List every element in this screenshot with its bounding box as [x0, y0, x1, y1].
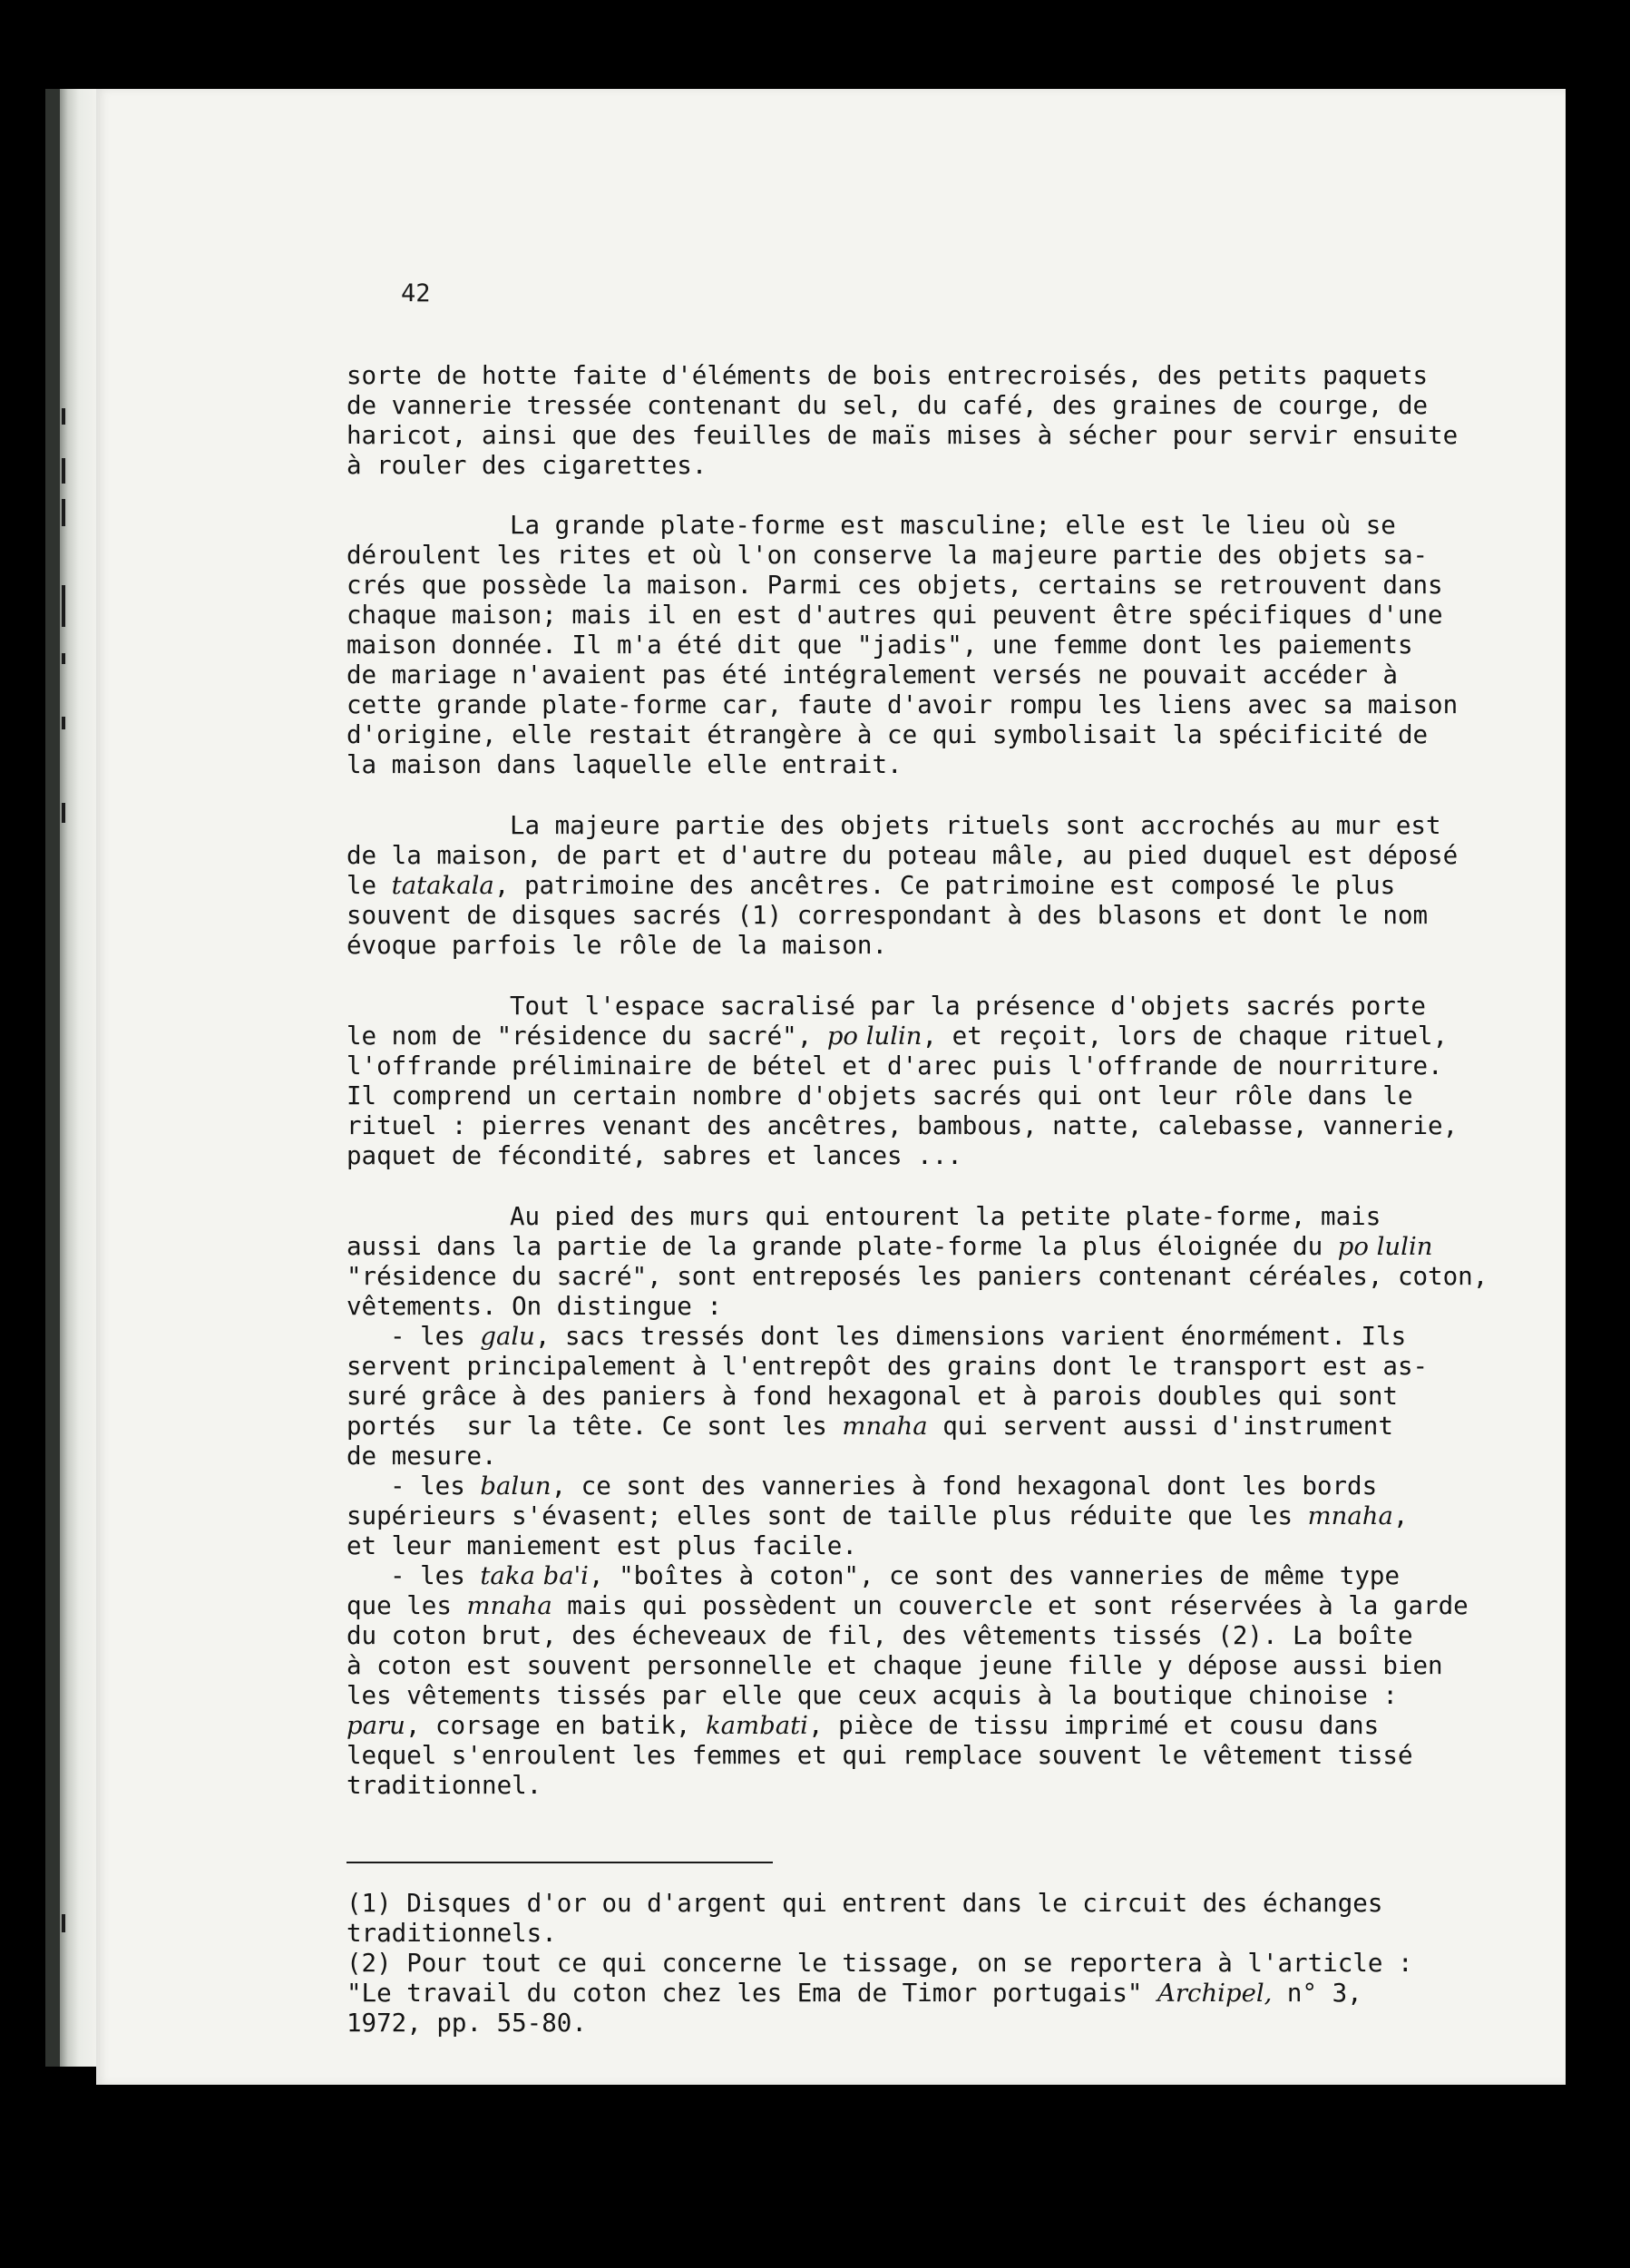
text-line: que les mnaha mais qui possèdent un couvercle et sont réservées à la garde: [346, 1591, 1469, 1620]
text-line: de la maison, de part et d'autre du poteau mâle, au pied duquel est déposé: [346, 841, 1459, 870]
text-line: traditionnels.: [346, 1919, 557, 1948]
footnotes: [346, 1889, 1497, 2038]
text-line: les vêtements tissés par elle que ceux acquis à la boutique chinoise :: [346, 1681, 1398, 1710]
text-line: paru, corsage en batik, kambati, pièce de tissu imprimé et cousu dans: [346, 1711, 1380, 1740]
native-term: galu: [480, 1322, 535, 1351]
text-line: aussi dans la partie de la grande plate-forme la plus éloignée du po lulin: [346, 1232, 1433, 1261]
text-line: cette grande plate-forme car, faute d'avoir rompu les liens avec sa maison: [346, 690, 1459, 719]
text-line: "Le travail du coton chez les Ema de Timor portugais" Archipel, n° 3,: [346, 1979, 1362, 2008]
text-line: traditionnel.: [346, 1771, 542, 1800]
text-line: l'offrande préliminaire de bétel et d'arec puis l'offrande de nourriture.: [346, 1051, 1443, 1080]
list-item-galu: - les galu, sacs tressés dont les dimensions varient énormément. Ils: [390, 1322, 1407, 1351]
text-line: haricot, ainsi que des feuilles de maïs mises à sécher pour servir ensuite: [346, 421, 1459, 450]
text-line: le nom de "résidence du sacré", po lulin, et reçoit, lors de chaque rituel,: [346, 1022, 1449, 1051]
native-term: po lulin: [826, 1022, 922, 1051]
text-line: La majeure partie des objets rituels sont accrochés au mur est: [510, 811, 1441, 840]
text-line: souvent de disques sacrés (1) correspondant à des blasons et dont le nom: [346, 901, 1429, 930]
native-term: mnaha: [466, 1591, 552, 1620]
text-line: de mesure.: [346, 1442, 497, 1471]
page-number: 42: [401, 279, 431, 308]
text-line: chaque maison; mais il en est d'autres qui peuvent être spécifiques d'une: [346, 601, 1443, 630]
list-item-balun: - les balun, ce sont des vanneries à fond hexagonal dont les bords: [390, 1471, 1378, 1501]
text-line: évoque parfois le rôle de la maison.: [346, 931, 888, 960]
text-line: et leur maniement est plus facile.: [346, 1531, 857, 1560]
text-line: paquet de fécondité, sabres et lances ...: [346, 1141, 962, 1170]
text-line: Tout l'espace sacralisé par la présence d'objets sacrés porte: [510, 992, 1426, 1021]
paragraph-3: [346, 811, 1497, 961]
text-line: à rouler des cigarettes.: [346, 451, 708, 480]
text-line: maison donnée. Il m'a été dit que "jadis", une femme dont les paiements: [346, 631, 1413, 660]
text-line: portés sur la tête. Ce sont les mnaha qui servent aussi d'instrument: [346, 1412, 1393, 1441]
native-term: paru: [346, 1711, 405, 1740]
text-line: la maison dans laquelle elle entrait.: [346, 750, 903, 779]
text-line: de mariage n'avaient pas été intégralement versés ne pouvait accéder à: [346, 660, 1398, 689]
text-line: lequel s'enroulent les femmes et qui remplace souvent le vêtement tissé: [346, 1741, 1413, 1770]
footnote-separator: [346, 1862, 773, 1863]
text-line: le tatakala, patrimoine des ancêtres. Ce patrimoine est composé le plus: [346, 871, 1396, 900]
text-line: déroulent les rites et où l'on conserve la majeure partie des objets sa-: [346, 541, 1429, 570]
journal-title: Archipel,: [1157, 1979, 1273, 2008]
text-line: supérieurs s'évasent; elles sont de taille plus réduite que les mnaha,: [346, 1501, 1409, 1530]
text-line: La grande plate-forme est masculine; elle est le lieu où se: [510, 511, 1396, 540]
paragraph-5: [346, 1202, 1497, 1801]
native-term: balun: [480, 1471, 551, 1501]
text-line: à coton est souvent personnelle et chaque jeune fille y dépose aussi bien: [346, 1651, 1443, 1680]
native-term: kambati: [706, 1711, 808, 1740]
text-line: crés que possède la maison. Parmi ces objets, certains se retrouvent dans: [346, 571, 1443, 600]
paragraph-1: [346, 361, 1497, 481]
footnote-2: (2) Pour tout ce qui concerne le tissage, on se reportera à l'article :: [346, 1949, 1413, 1978]
text-line: d'origine, elle restait étrangère à ce qui symbolisait la spécificité de: [346, 720, 1429, 749]
list-item-taka-bai: - les taka ba'i, "boîtes à coton", ce sont des vanneries de même type: [390, 1561, 1400, 1590]
text-line: Il comprend un certain nombre d'objets sacrés qui ont leur rôle dans le: [346, 1081, 1413, 1110]
text-line: Au pied des murs qui entourent la petite plate-forme, mais: [510, 1202, 1381, 1231]
text-line: du coton brut, des écheveaux de fil, des vêtements tissés (2). La boîte: [346, 1621, 1413, 1650]
text-line: de vannerie tressée contenant du sel, du café, des graines de courge, de: [346, 391, 1429, 420]
paragraph-4: [346, 992, 1497, 1171]
native-term: tatakala: [391, 871, 494, 900]
text-line: vêtements. On distingue :: [346, 1292, 722, 1321]
footnote-1: (1) Disques d'or ou d'argent qui entrent dans le circuit des échanges: [346, 1889, 1383, 1918]
book-spine-shadow: [45, 89, 60, 2067]
text-line: rituel : pierres venant des ancêtres, bambous, natte, calebasse, vannerie,: [346, 1111, 1459, 1140]
native-term: mnaha: [842, 1412, 928, 1441]
text-line: servent principalement à l'entrepôt des grains dont le transport est as-: [346, 1352, 1429, 1381]
native-term: po lulin: [1337, 1232, 1433, 1261]
text-line: 1972, pp. 55-80.: [346, 2009, 587, 2038]
paragraph-2: [346, 511, 1497, 780]
text-line: sorte de hotte faite d'éléments de bois entrecroisés, des petits paquets: [346, 361, 1429, 390]
text-line: suré grâce à des paniers à fond hexagonal et à parois doubles qui sont: [346, 1382, 1398, 1411]
text-line: "résidence du sacré", sont entreposés les paniers contenant céréales, coton,: [346, 1262, 1488, 1291]
native-term: taka ba'i: [480, 1561, 589, 1590]
native-term: mnaha: [1307, 1501, 1393, 1530]
